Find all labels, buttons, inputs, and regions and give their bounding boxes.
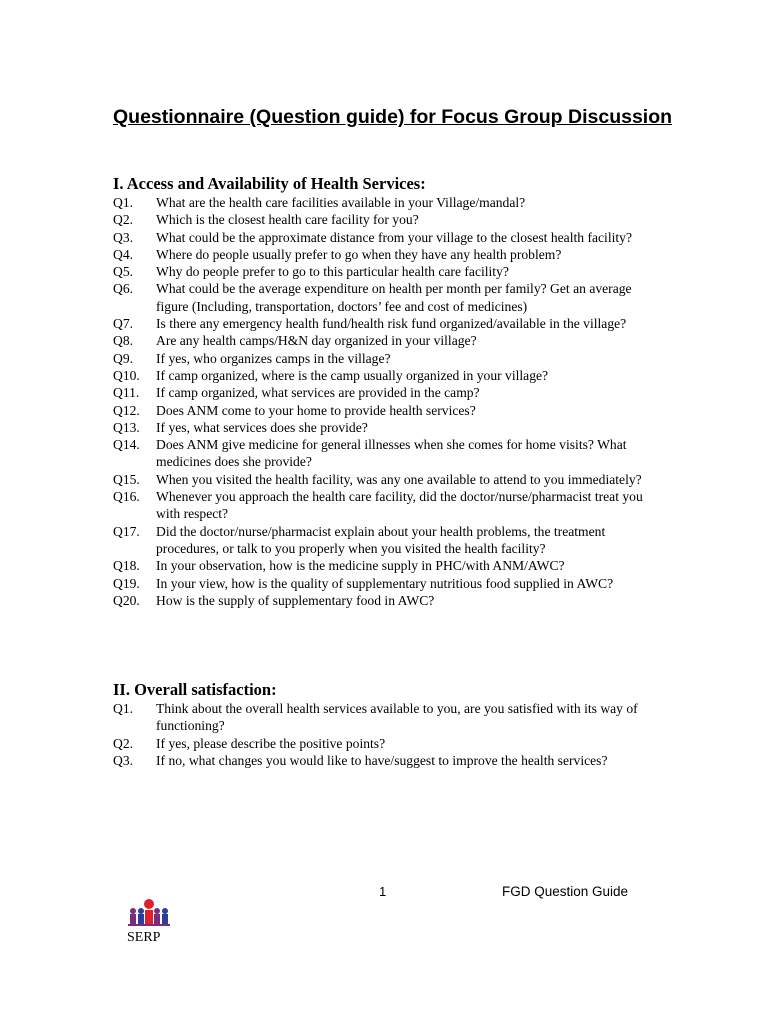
question-item	[113, 402, 673, 419]
question-text: When you visited the health facility, was any one available to attend to you immediately?	[156, 471, 642, 487]
question-item	[113, 488, 673, 523]
question-item	[113, 471, 673, 488]
question-number: Q2.	[113, 212, 134, 228]
logo-text: SERP	[127, 930, 161, 945]
question-item	[113, 315, 673, 332]
question-number: Q17.	[113, 523, 140, 539]
question-number: Q13.	[113, 419, 140, 435]
question-text: What are the health care facilities available in your Village/mandal?	[156, 195, 526, 210]
question-text: Did the doctor/nurse/pharmacist explain about your health problems, the treatment procedures, or talk to you properly when you visited the health facility?	[156, 523, 606, 556]
question-item	[113, 735, 673, 752]
question-text: Does ANM give medicine for general illnesses when she comes for home visits? What medicines does she provide?	[156, 437, 627, 470]
question-item	[113, 280, 673, 315]
question-item	[113, 419, 673, 436]
question-item	[113, 436, 673, 471]
question-text: In your observation, how is the medicine supply in PHC/with ANM/AWC?	[156, 558, 565, 574]
question-text: If camp organized, what services are provided in the camp?	[156, 385, 480, 401]
question-text: Is there any emergency health fund/health risk fund organized/available in the village?	[156, 316, 627, 332]
question-list	[113, 700, 673, 769]
document-title: Questionnaire (Question guide) for Focus Group Discussion	[113, 106, 673, 128]
question-item	[113, 229, 673, 246]
question-item	[113, 211, 673, 228]
question-text: Think about the overall health services available to you, are you satisfied with its way of functioning?	[156, 701, 638, 734]
question-number: Q2.	[113, 735, 134, 751]
section-heading: I. Access and Availability of Health Services:	[113, 174, 426, 193]
question-number: Q4.	[113, 246, 134, 262]
question-text: What could be the average expenditure on health per month per family? Get an average figure (Including, transportation, doctors’ fee and cost of medicines)	[156, 281, 632, 314]
question-item	[113, 263, 673, 280]
question-item	[113, 575, 673, 592]
serp-logo	[124, 897, 174, 949]
question-number: Q7.	[113, 316, 134, 332]
question-item	[113, 332, 673, 349]
question-item	[113, 194, 673, 211]
question-number: Q15.	[113, 471, 140, 487]
question-text: Where do people usually prefer to go when they have any health problem?	[156, 246, 562, 262]
section-heading: II. Overall satisfaction:	[113, 680, 277, 699]
question-item	[113, 523, 673, 558]
question-text: What could be the approximate distance from your village to the closest health facility?	[156, 229, 632, 245]
section-overall-satisfaction	[113, 680, 673, 769]
question-number: Q14.	[113, 437, 140, 453]
question-item	[113, 350, 673, 367]
question-text: In your view, how is the quality of supplementary nutritious food supplied in AWC?	[156, 575, 614, 591]
question-text: If yes, who organizes camps in the village?	[156, 350, 391, 366]
question-item	[113, 246, 673, 263]
question-number: Q9.	[113, 350, 134, 366]
question-text: Why do people prefer to go to this particular health care facility?	[156, 264, 509, 280]
question-item	[113, 700, 673, 735]
question-text: If camp organized, where is the camp usually organized in your village?	[156, 367, 549, 383]
question-number: Q10.	[113, 367, 140, 383]
question-number: Q20.	[113, 592, 140, 608]
question-item	[113, 367, 673, 384]
question-text: How is the supply of supplementary food in AWC?	[156, 592, 435, 608]
question-item	[113, 752, 673, 769]
question-item	[113, 592, 673, 609]
question-number: Q6.	[113, 281, 134, 297]
question-number: Q18.	[113, 558, 140, 574]
question-number: Q3.	[113, 752, 134, 768]
question-text: Are any health camps/H&N day organized in your village?	[156, 333, 477, 349]
question-number: Q12.	[113, 402, 140, 418]
question-text: Whenever you approach the health care facility, did the doctor/nurse/pharmacist treat you with respect?	[156, 489, 643, 522]
question-text: Which is the closest health care facility for you?	[156, 212, 419, 228]
page-number: 1	[379, 884, 387, 899]
question-number: Q1.	[113, 701, 134, 716]
question-item	[113, 384, 673, 401]
question-text: If yes, what services does she provide?	[156, 419, 368, 435]
question-text: If yes, please describe the positive points?	[156, 735, 386, 751]
question-number: Q19.	[113, 575, 140, 591]
question-number: Q1.	[113, 195, 134, 210]
question-number: Q3.	[113, 229, 134, 245]
question-number: Q8.	[113, 333, 134, 349]
section-access-availability	[113, 174, 673, 609]
question-number: Q11.	[113, 385, 140, 401]
footer-doc-label: FGD Question Guide	[502, 884, 629, 899]
question-text: Does ANM come to your home to provide health services?	[156, 402, 476, 418]
question-item	[113, 557, 673, 574]
question-number: Q5.	[113, 264, 134, 280]
question-number: Q16.	[113, 489, 140, 505]
people-group-icon	[124, 897, 174, 931]
question-list	[113, 194, 673, 609]
question-text: If no, what changes you would like to have/suggest to improve the health services?	[156, 752, 608, 768]
